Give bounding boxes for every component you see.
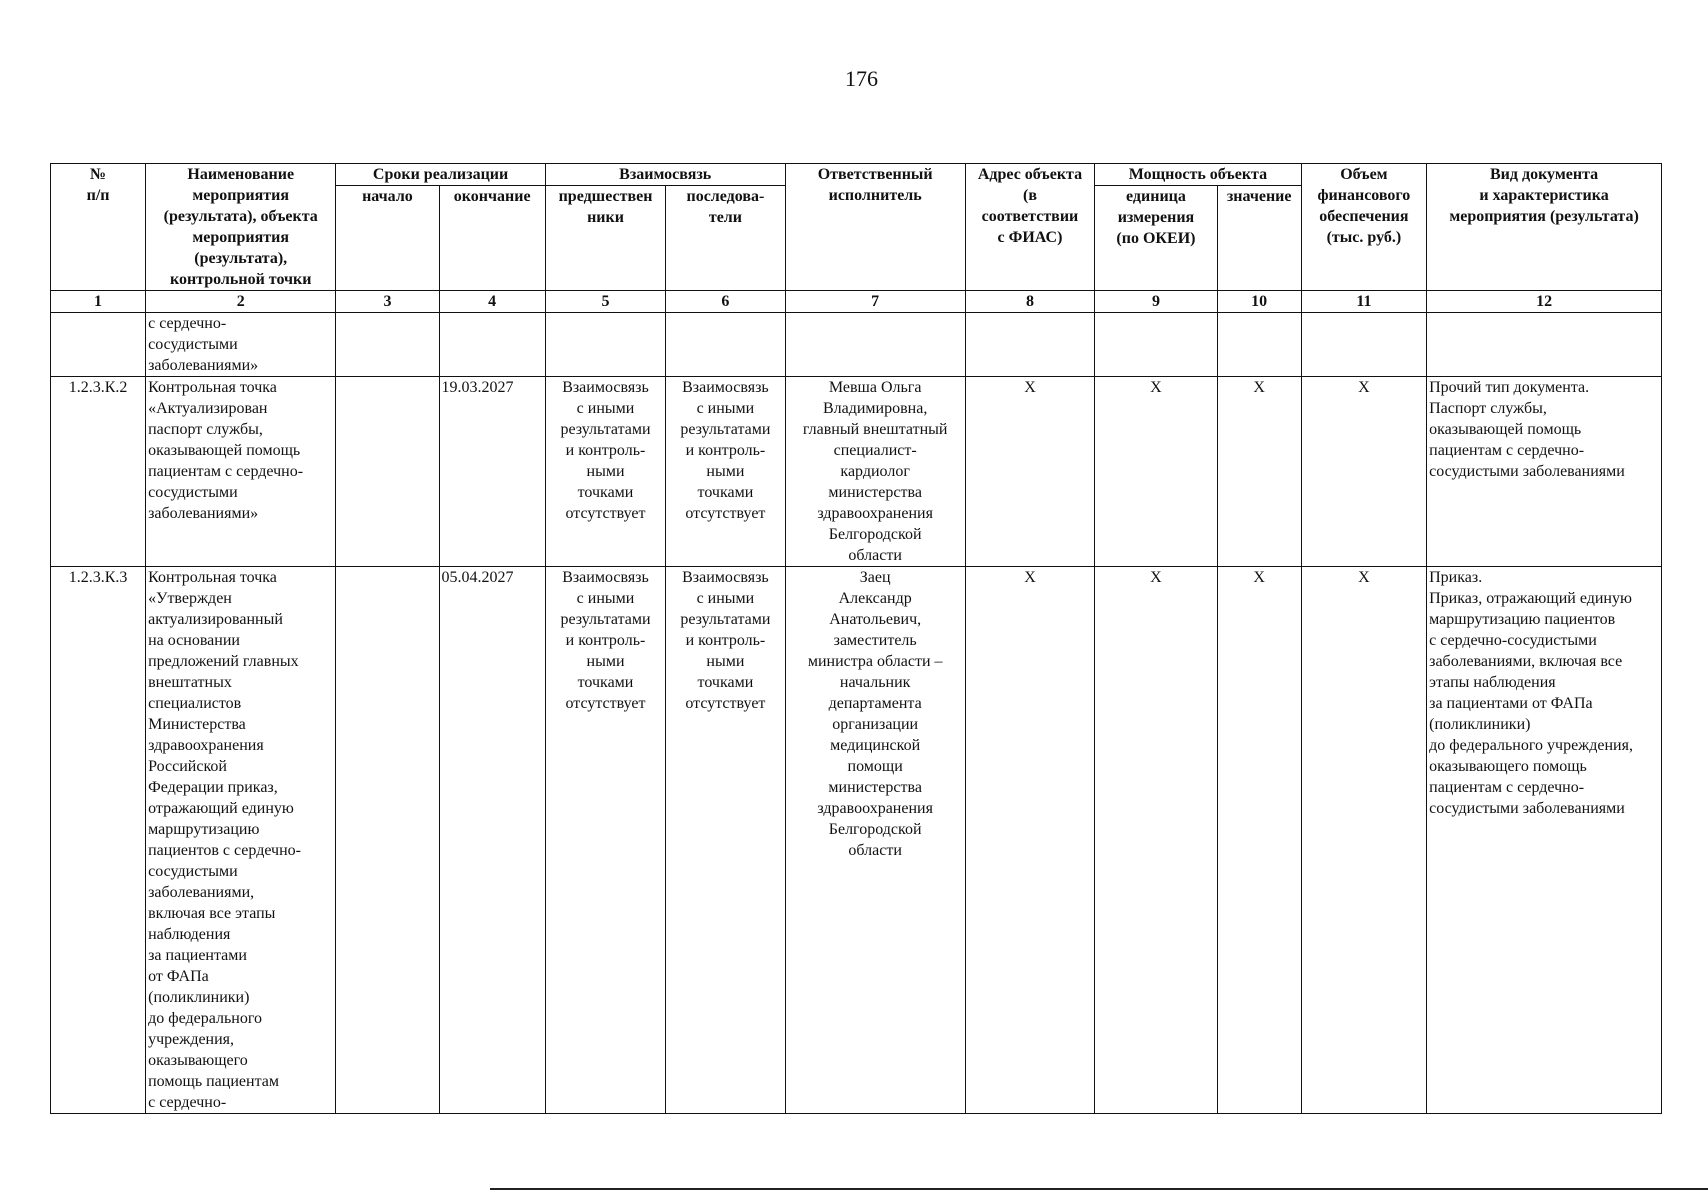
column-number: 4 <box>439 291 545 313</box>
cell-pred <box>545 313 665 377</box>
cell-resp: Заец Александр Анатольевич, заместитель министра области – начальник департамента организации медицинской помощи министерства здравоохранения Белгородской области <box>785 567 965 1114</box>
cell-start <box>336 377 439 567</box>
table-row <box>51 313 1662 377</box>
cell-finance: X <box>1301 567 1426 1114</box>
header-vzaimosvyaz: Взаимосвязь <box>545 164 785 186</box>
cell-doc: Приказ. Приказ, отражающий единую маршрутизацию пациентов с сердечно-сосудистыми заболеваниями, включая все этапы наблюдения за пациентами от ФАПа (поликлиники) до федерального учреждения, оказывающего помощь пациентам с сердечно- сосудистыми заболеваниями <box>1427 567 1662 1114</box>
cell-start <box>336 567 439 1114</box>
header-vid: Вид документа и характеристика мероприятия (результата) <box>1427 164 1662 291</box>
cell-num: 1.2.3.К.3 <box>51 567 146 1114</box>
header-otvetstvenny: Ответственный исполнитель <box>785 164 965 291</box>
cell-value <box>1217 313 1301 377</box>
cell-start <box>336 313 439 377</box>
header-edinitsa: единица измерения (по ОКЕИ) <box>1095 186 1217 291</box>
header-znachenie: значение <box>1217 186 1301 291</box>
cell-value: X <box>1217 377 1301 567</box>
cell-post: Взаимосвязь с иными результатами и контроль- ными точками отсутствует <box>666 377 785 567</box>
table-row <box>51 567 1662 1114</box>
header-obem: Объем финансового обеспечения (тыс. руб.) <box>1301 164 1426 291</box>
header-adres: Адрес объекта (в соответствии с ФИАС) <box>965 164 1095 291</box>
page-number: 176 <box>845 66 878 91</box>
cell-finance <box>1301 313 1426 377</box>
cell-addr: X <box>965 377 1095 567</box>
activities-table <box>50 163 1662 1114</box>
cell-num <box>51 313 146 377</box>
cell-unit: X <box>1095 377 1217 567</box>
column-number: 2 <box>146 291 336 313</box>
column-number-row <box>51 291 1662 313</box>
cell-addr <box>965 313 1095 377</box>
column-number: 8 <box>965 291 1095 313</box>
cell-resp <box>785 313 965 377</box>
column-number: 1 <box>51 291 146 313</box>
cell-doc: Прочий тип документа. Паспорт службы, оказывающей помощь пациентам с сердечно- сосудистыми заболеваниями <box>1427 377 1662 567</box>
header-nachalo: начало <box>336 186 439 291</box>
column-number: 6 <box>666 291 785 313</box>
cell-num: 1.2.3.К.2 <box>51 377 146 567</box>
header-row-top <box>51 164 1662 186</box>
cell-value: X <box>1217 567 1301 1114</box>
table-row <box>51 377 1662 567</box>
cell-name: Контрольная точка «Утвержден актуализированный на основании предложений главных внештатных специалистов Министерства здравоохранения Российской Федерации приказ, отражающий единую маршрутизацию пациентов с сердечно- сосудистыми заболеваниями, включая все этапы наблюдения за пациентами от ФАПа (поликлиники) до федерального учреждения, оказывающего помощь пациентам с сердечно- <box>146 567 336 1114</box>
cell-unit: X <box>1095 567 1217 1114</box>
column-number: 3 <box>336 291 439 313</box>
column-number: 7 <box>785 291 965 313</box>
cell-end: 19.03.2027 <box>439 377 545 567</box>
header-sroki: Сроки реализации <box>336 164 545 186</box>
cell-doc <box>1427 313 1662 377</box>
cell-end <box>439 313 545 377</box>
cell-addr: X <box>965 567 1095 1114</box>
cell-unit <box>1095 313 1217 377</box>
header-posledovateli: последова- тели <box>666 186 785 291</box>
header-okonchanie: окончание <box>439 186 545 291</box>
header-predshestvenniki: предшествен ники <box>545 186 665 291</box>
header-num: № п/п <box>51 164 146 291</box>
column-number: 10 <box>1217 291 1301 313</box>
cell-pred: Взаимосвязь с иными результатами и контроль- ными точками отсутствует <box>545 567 665 1114</box>
cell-end: 05.04.2027 <box>439 567 545 1114</box>
scan-edge-line <box>490 1188 1708 1190</box>
cell-post <box>666 313 785 377</box>
column-number: 9 <box>1095 291 1217 313</box>
cell-name: с сердечно- сосудистыми заболеваниями» <box>146 313 336 377</box>
cell-post: Взаимосвязь с иными результатами и контроль- ными точками отсутствует <box>666 567 785 1114</box>
header-moshchnost: Мощность объекта <box>1095 164 1301 186</box>
header-name: Наименование мероприятия (результата), объекта мероприятия (результата), контрольной точки <box>146 164 336 291</box>
column-number: 12 <box>1427 291 1662 313</box>
column-number: 5 <box>545 291 665 313</box>
cell-resp: Мевша Ольга Владимировна, главный внештатный специалист- кардиолог министерства здравоохранения Белгородской области <box>785 377 965 567</box>
cell-finance: X <box>1301 377 1426 567</box>
cell-name: Контрольная точка «Актуализирован паспорт службы, оказывающей помощь пациентам с сердечно- сосудистыми заболеваниями» <box>146 377 336 567</box>
column-number: 11 <box>1301 291 1426 313</box>
cell-pred: Взаимосвязь с иными результатами и контроль- ными точками отсутствует <box>545 377 665 567</box>
